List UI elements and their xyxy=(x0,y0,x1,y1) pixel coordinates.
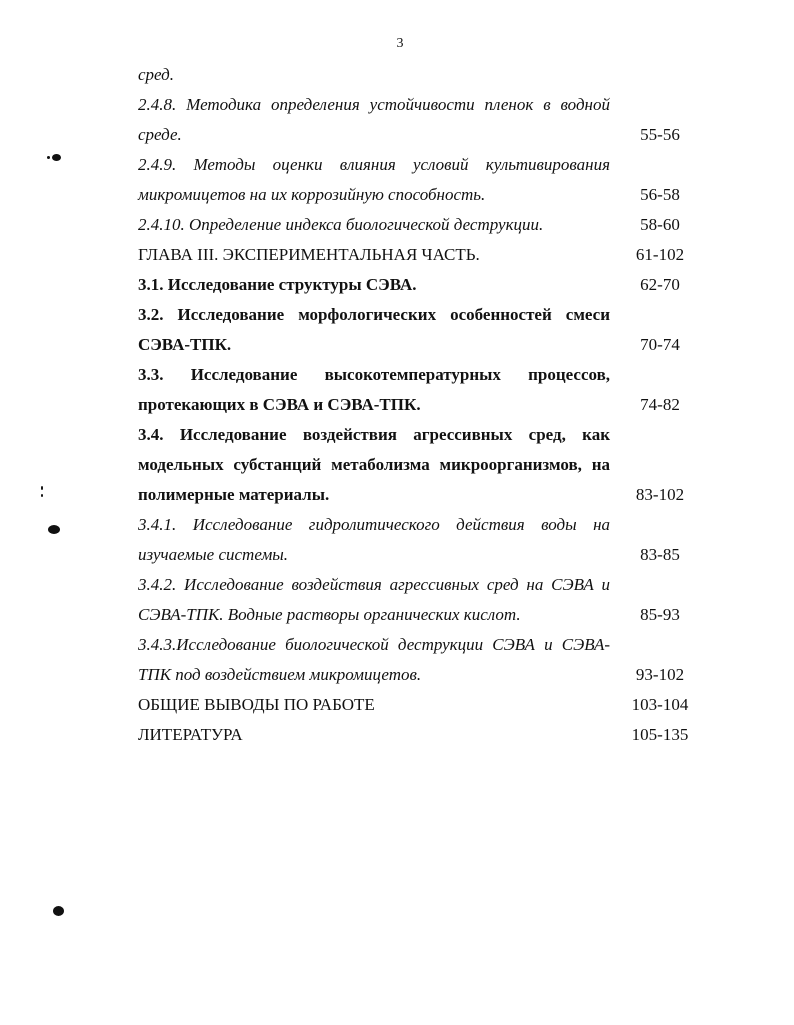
toc-line xyxy=(0,90,794,120)
toc-literature-heading xyxy=(0,720,794,750)
toc-page-range: 83-85 xyxy=(640,545,680,564)
toc-line xyxy=(0,420,794,450)
toc-line-text: 3.4.1. Исследование гидролитического действия воды на xyxy=(138,515,610,534)
toc-line-text: ГЛАВА III. ЭКСПЕРИМЕНТАЛЬНАЯ ЧАСТЬ. xyxy=(138,245,480,264)
toc-line xyxy=(0,660,794,690)
toc-line xyxy=(0,180,794,210)
toc-page-range: 85-93 xyxy=(640,605,680,624)
toc-line-text: полимерные материалы. xyxy=(138,485,330,504)
toc-page-range: 103-104 xyxy=(631,695,689,714)
toc-line xyxy=(0,300,794,330)
toc-line xyxy=(0,150,794,180)
toc-page-range: 93-102 xyxy=(635,665,685,684)
toc-line xyxy=(0,390,794,420)
toc-line xyxy=(0,570,794,600)
toc-line-text: 3.1. Исследование структуры СЭВА. xyxy=(138,275,417,294)
toc-line xyxy=(0,330,794,360)
toc-line-text: 2.4.8. Методика определения устойчивости пленок в водной xyxy=(138,95,610,114)
toc-line-text: 2.4.9. Методы оценки влияния условий культивирования xyxy=(138,155,610,174)
toc-line-text: ОБЩИЕ ВЫВОДЫ ПО РАБОТЕ xyxy=(138,695,375,714)
toc-page-range: 61-102 xyxy=(635,245,685,264)
scan-speck xyxy=(47,156,50,159)
toc-page-range: 74-82 xyxy=(640,395,680,414)
toc-line xyxy=(0,210,794,240)
toc-chapter-heading xyxy=(0,240,794,270)
toc-line-text: протекающих в СЭВА и СЭВА-ТПК. xyxy=(138,395,421,414)
toc-line xyxy=(0,450,794,480)
scan-speck xyxy=(53,906,64,916)
toc-line xyxy=(0,630,794,660)
toc-page-range: 55-56 xyxy=(640,125,680,144)
toc-page-range: 58-60 xyxy=(640,215,680,234)
scan-speck xyxy=(41,494,43,497)
page-number: 3 xyxy=(396,36,404,51)
toc-line-text: среде. xyxy=(138,125,182,144)
toc-line xyxy=(0,510,794,540)
toc-line-text: СЭВА-ТПК. xyxy=(138,335,232,354)
toc-line xyxy=(0,600,794,630)
toc-page-range: 83-102 xyxy=(635,485,685,504)
toc-page-range: 105-135 xyxy=(631,725,689,744)
toc-line-text: 2.4.10. Определение индекса биологической деструкции. xyxy=(138,215,544,234)
toc-line xyxy=(0,480,794,510)
toc-line-text: микромицетов на их коррозийную способность. xyxy=(138,185,486,204)
toc-line-text: сред. xyxy=(138,65,175,84)
toc-page-range: 62-70 xyxy=(640,275,680,294)
toc-line xyxy=(0,540,794,570)
toc-line-text: ЛИТЕРАТУРА xyxy=(138,725,243,744)
toc-line-text: 3.4.2. Исследование воздействия агрессивных сред на СЭВА и xyxy=(138,575,610,594)
toc-line-text: изучаемые системы. xyxy=(138,545,289,564)
toc-conclusions-heading xyxy=(0,690,794,720)
toc-line-text: СЭВА-ТПК. Водные растворы органических кислот. xyxy=(138,605,521,624)
toc-page-range: 70-74 xyxy=(640,335,680,354)
toc-line xyxy=(0,120,794,150)
toc-line xyxy=(0,60,794,90)
toc-line-text: ТПК под воздействием микромицетов. xyxy=(138,665,422,684)
toc-line-text: 3.3. Исследование высокотемпературных процессов, xyxy=(138,365,610,384)
toc-line xyxy=(0,270,794,300)
toc-line xyxy=(0,360,794,390)
scan-speck xyxy=(48,525,60,534)
toc-line-text: 3.4. Исследование воздействия агрессивных сред, как xyxy=(138,425,610,444)
toc-line-text: 3.4.3.Исследование биологической деструкции СЭВА и СЭВА- xyxy=(138,635,610,654)
toc-page-range: 56-58 xyxy=(640,185,680,204)
toc-line-text: модельных субстанций метаболизма микроорганизмов, на xyxy=(138,455,610,474)
toc-line-text: 3.2. Исследование морфологических особенностей смеси xyxy=(138,305,610,324)
scan-speck xyxy=(41,486,43,490)
scan-speck xyxy=(52,154,61,161)
